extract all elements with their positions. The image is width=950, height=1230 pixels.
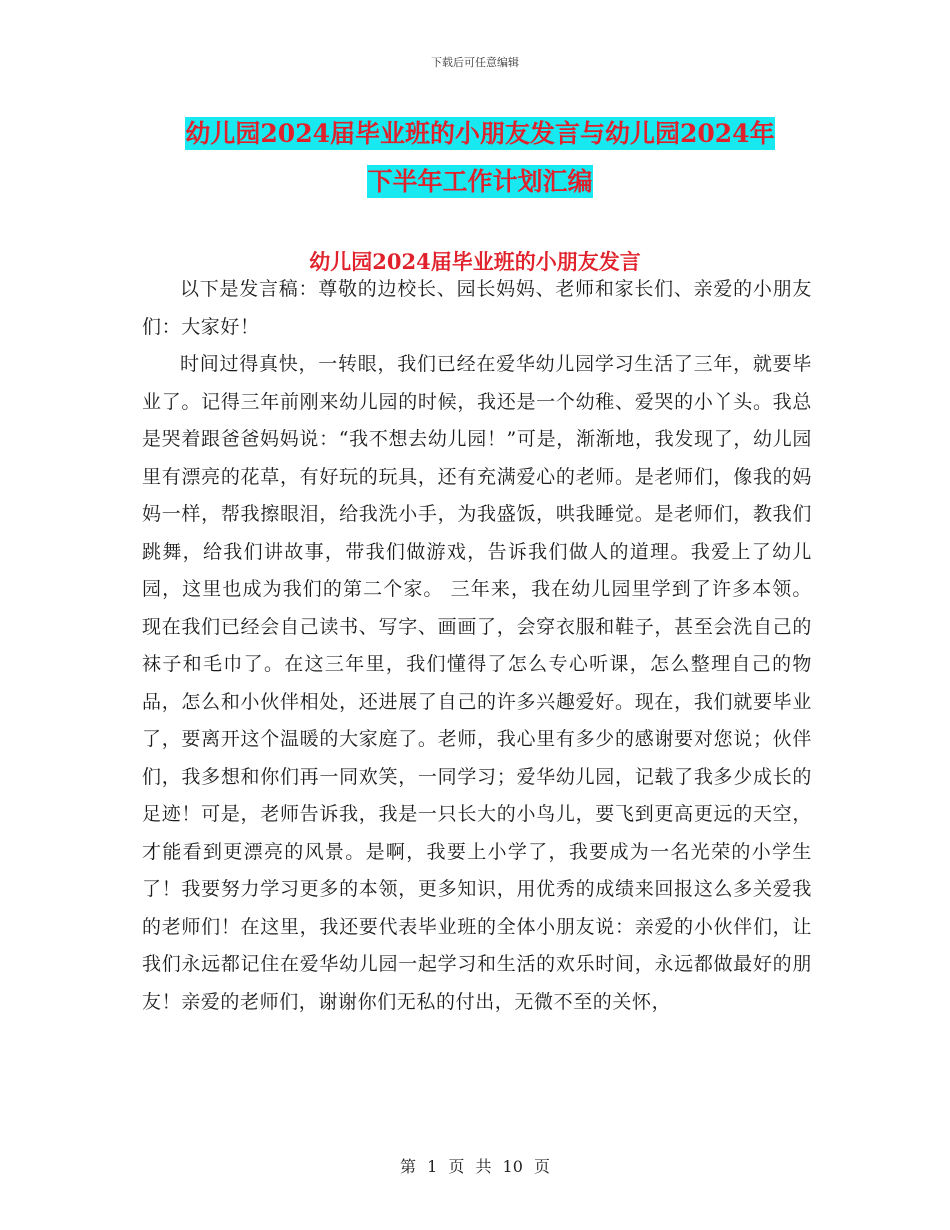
title-line-2: 下半年工作计划汇编 — [367, 167, 593, 196]
section-title: 幼儿园2024届毕业班的小朋友发言 — [309, 249, 641, 274]
page-header-note: 下载后可任意编辑 — [431, 56, 519, 69]
document-body — [142, 271, 812, 1021]
document-title — [140, 110, 820, 206]
paragraph: 时间过得真快，一转眼，我们已经在爱华幼儿园学习生活了三年，就要毕业了。记得三年前刚来幼儿园的时候，我还是一个幼稚、爱哭的小丫头。我总是哭着跟爸爸妈妈说：“我不想去幼儿园！”可是，渐渐地，我发现了，幼儿园里有漂亮的花草，有好玩的玩具，还有充满爱心的老师。是老师们，像我的妈妈一样，帮我擦眼泪，给我洗小手，为我盛饭，哄我睡觉。是老师们，教我们跳舞，给我们讲故事，带我们做游戏，告诉我们做人的道理。我爱上了幼儿园，这里也成为我们的第二个家。 三年来，我在幼儿园里学到了许多本领。现在我们已经会自己读书、写字、画画了，会穿衣服和鞋子，甚至会洗自己的袜子和毛巾了。在这三年里，我们懂得了怎么专心听课，怎么整理自己的物品，怎么和小伙伴相处，还进展了自己的许多兴趣爱好。现在，我们就要毕业了，要离开这个温暖的大家庭了。老师，我心里有多少的感谢要对您说；伙伴们，我多想和你们再一同欢笑，一同学习；爱华幼儿园，记载了我多少成长的足迹！可是，老师告诉我，我是一只长大的小鸟儿，要飞到更高更远的天空，才能看到更漂亮的风景。是啊，我要上小学了，我要成为一名光荣的小学生了！我要努力学习更多的本领，更多知识，用优秀的成绩来回报这么多关爱我的老师们！在这里，我还要代表毕业班的全体小朋友说：亲爱的小伙伴们，让我们永远都记住在爱华幼儿园一起学习和生活的欢乐时间，永远都做最好的朋友！亲爱的老师们，谢谢你们无私的付出，无微不至的关怀， — [142, 353, 812, 1013]
title-line-1: 幼儿园2024届毕业班的小朋友发言与幼儿园2024年 — [185, 119, 775, 148]
paragraph: 以下是发言稿：尊敬的边校长、园长妈妈、老师和家长们、亲爱的小朋友们：大家好！ — [142, 278, 812, 338]
page-number-footer: 第 1 页 共 10 页 — [400, 1157, 550, 1176]
